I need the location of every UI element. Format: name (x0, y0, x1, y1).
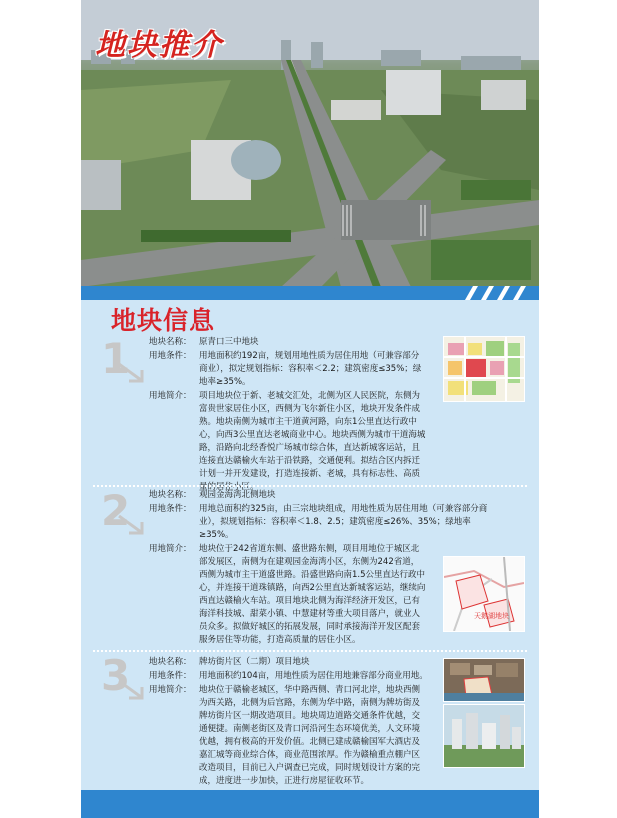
poster (81, 0, 539, 818)
plot-2-name-row (149, 489, 449, 502)
conditions-label: 用地条件： (149, 671, 192, 681)
plot-number-2: 2 (101, 486, 131, 535)
conditions-label: 用地条件： (149, 351, 192, 361)
aerial-photo (81, 0, 539, 287)
plot-1-intro-row (149, 390, 427, 494)
plot-3-aerial-photo (443, 658, 525, 702)
arrow-icon (117, 679, 145, 701)
name-label: 地块名称： (149, 490, 192, 500)
plot-1-details (149, 336, 449, 495)
plot-2-intro: 地块位于242省道东侧、盛世路东侧，项目用地位于城区北部发展区，南侧为在建观园金海湾小区，东侧为242省道，西侧为城市主干道盛世路。沿盛世路向南1.5公里直达行政中心，并连接干道珠镇路，向西2公里直达新城客运站，继续向西直达赣榆火车站。项目地块北侧为海洋经济开发区，已有海洋科技城、甜菜小镇、中慧建材等重大项目落户，就业人员众多。拟做好城区的拓展发展，同时承接海洋开发区配套服务居住等功能，打造高质量的居住小区。 (199, 544, 426, 645)
plot-number-1: 1 (101, 334, 131, 383)
plot-3-name: 牌坊街片区（二期）项目地块 (199, 657, 310, 667)
plot-2-conditions: 用地总面积约325亩，由三宗地块组成，用地性质为居住用地（可兼容部分商业），拟规划指标：容积率＜1.8、2.5；建筑密度≤26%、35%；绿地率≥35%。 (199, 504, 488, 540)
section-title: 地块信息 (111, 306, 216, 335)
plot-1-conditions: 用地面积约192亩，规划用地性质为居住用地（可兼容部分商业），拟定规划指标：容积率＜2.2；建筑密度≤35%；绿地率≥35%。 (199, 351, 422, 387)
plot-2-map-label: 天鹅湖地块 (474, 612, 509, 620)
plot-2-name: 观园金海湾北侧地块 (199, 490, 276, 500)
plot-2-location-map (443, 556, 525, 632)
intro-label: 用地简介： (149, 544, 192, 554)
section-separator (93, 650, 527, 652)
name-label: 地块名称： (149, 657, 192, 667)
plot-1-name-row (149, 336, 449, 349)
name-label: 地块名称： (149, 337, 192, 347)
plot-1-conditions-row (149, 350, 427, 389)
intro-label: 用地简介： (149, 685, 192, 695)
plot-number-3: 3 (101, 651, 131, 700)
divider-stripes (461, 286, 531, 300)
plot-1-intro: 项目地块位于新、老城交汇处，北侧为区人民医院，东侧为富贵世家居住小区，西侧为飞尔新住小区，地块开发条件成熟。地块南侧为城市主干道黄河路，向东1公里直达行政中心，向西3公里直达老城商业中心。地块西侧为城市干道海城路，沿路向北经香悦广场城市综合体，直达新城客运站，且连接直达赣榆火车站于沿铁路，交通便利。拟结合区内拆迁计划一并开发建设，打造连接新、老城，具有标志性、高质量的居住小区。 (199, 391, 426, 492)
plot-3-details (149, 656, 449, 789)
arrow-icon (117, 514, 145, 536)
arrow-icon (117, 362, 145, 384)
plot-3-name-row (149, 656, 449, 669)
intro-label: 用地简介： (149, 391, 192, 401)
footer-bar (81, 790, 539, 818)
plot-1-name: 原青口三中地块 (199, 337, 259, 347)
plot-2-intro-row (149, 543, 427, 647)
plot-3-intro-row (149, 684, 427, 788)
plot-2-conditions-row (149, 503, 499, 542)
conditions-label: 用地条件： (149, 504, 192, 514)
banner-title: 地块推介 (95, 28, 223, 63)
section-separator (93, 485, 527, 487)
plot-3-rendering (443, 704, 525, 768)
plot-3-conditions: 用地面积约104亩，用地性质为居住用地兼容部分商业用地。 (199, 671, 428, 681)
plot-2-details (149, 489, 488, 648)
plot-3-intro: 地块位于赣榆老城区，华中路西侧、青口河北岸，地块西侧为西关路，北侧为后宫路，东侧为华中路，南侧为牌坊街及牌坊街片区一期改造项目。地块周边道路交通条件优越，交通便捷。南侧老街区及青口河沿河生态环境优美，人文环境优越，拥有极高的开发价值。北侧已建成赣榆国军大酒店及嘉汇城等商业综合体，商业范围浓厚。作为赣榆重点棚户区改造项目，目前已入户调查已完成，同时规划设计方案的完成，进度进一步加快，正进行房屋征收环节。 (199, 685, 421, 786)
plot-1-location-map (443, 336, 525, 402)
